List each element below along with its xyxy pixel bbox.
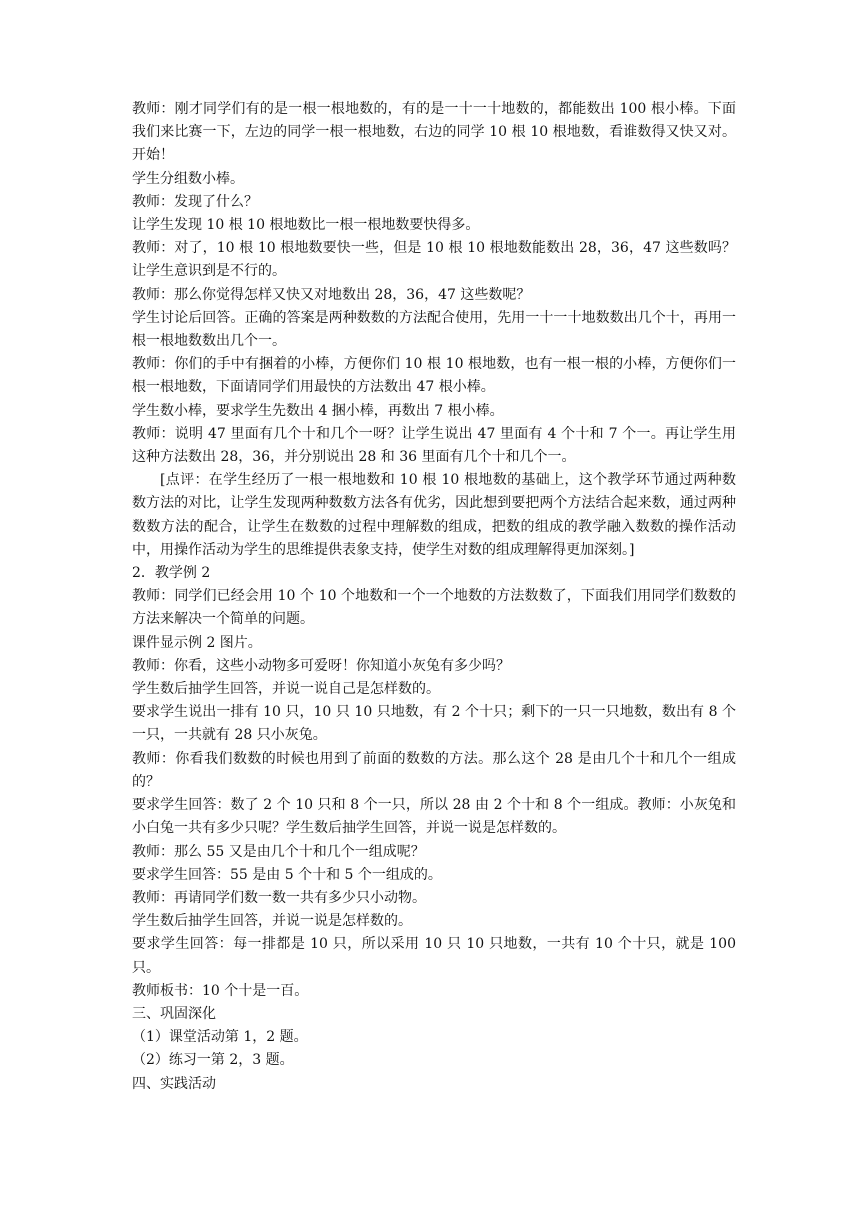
paragraph: 教师：你看，这些小动物多可爱呀！你知道小灰兔有多少吗？ (132, 657, 510, 674)
paragraph: 教师：那么你觉得怎样又快又对地数出 28，36，47 这些数呢？ (132, 286, 531, 303)
commentary-paragraph: [点评：在学生经历了一根一根地数和 10 根 10 根地数的基础上，这个教学环节通过两种数数方法的对比，让学生发现两种数数方法各有优劣，因此想到要把两个方法结合起来数，通过两种数数方法的配合，让学生在数数的过程中理解数的组成，把数的组成的教学融入数数的操作活动中，用操作活动为学生的思维提供表象支持，使学生对数的组成理解得更加深刻。] (132, 472, 736, 558)
paragraph: 要求学生说出一排有 10 只，10 只 10 只地数，有 2 个十只；剩下的一只一只地数，数出有 8 个一只，一共就有 28 只小灰兔。 (132, 704, 736, 744)
paragraph: 学生数小棒，要求学生先数出 4 捆小棒，再数出 7 根小棒。 (132, 402, 504, 419)
paragraph: 教师：你们的手中有捆着的小棒，方便你们 10 根 10 根地数，也有一根一根的小棒，方便你们一根一根地数，下面请同学们用最快的方法数出 47 根小棒。 (132, 356, 736, 396)
paragraph: 让学生发现 10 根 10 根地数比一根一根地数要快得多。 (132, 217, 480, 234)
document-body (132, 98, 736, 1096)
paragraph: 要求学生回答：数了 2 个 10 只和 8 个一只，所以 28 由 2 个十和 8 个一组成。教师：小灰兔和小白兔一共有多少只呢？学生数后抽学生回答，并说一说是怎样数的。 (132, 797, 736, 837)
section-heading: 2．教学例 2 (132, 565, 211, 582)
paragraph: 课件显示例 2 图片。 (132, 634, 262, 651)
section-heading: 四、实践活动 (132, 1075, 216, 1092)
list-item: （2）练习一第 2，3 题。 (132, 1052, 294, 1069)
paragraph: 学生分组数小棒。 (132, 170, 244, 187)
paragraph: 教师：对了，10 根 10 根地数要快一些，但是 10 根 10 根地数能数出 28，36，47 这些数吗？让学生意识到是不行的。 (132, 240, 736, 280)
paragraph: 教师：说明 47 里面有几个十和几个一呀？让学生说出 47 里面有 4 个十和 7 个一。再让学生用这种方法数出 28，36，并分别说出 28 和 36 里面有几个十和几个一。 (132, 425, 736, 466)
paragraph: 教师：发现了什么？ (132, 193, 258, 210)
paragraph: 学生数后抽学生回答，并说一说自己是怎样数的。 (132, 681, 440, 698)
paragraph: 学生数后抽学生回答，并说一说是怎样数的。 (132, 913, 412, 930)
paragraph: 学生讨论后回答。正确的答案是两种数数的方法配合使用，先用一十一十地数数出几个十，再用一根一根地数数出几个一。 (132, 309, 736, 350)
paragraph: 要求学生回答：每一排都是 10 只，所以采用 10 只 10 只地数，一共有 10 个十只，就是 100 只。 (132, 936, 736, 976)
list-item: （1）课堂活动第 1，2 题。 (132, 1029, 308, 1046)
paragraph: 教师：再请同学们数一数一共有多少只小动物。 (132, 889, 426, 906)
paragraph: 教师：你看我们数数的时候也用到了前面的数数的方法。那么这个 28 是由几个十和几个一组成的？ (132, 750, 736, 790)
paragraph: 要求学生回答：55 是由 5 个十和 5 个一组成的。 (132, 866, 442, 883)
section-heading: 三、巩固深化 (132, 1005, 216, 1022)
paragraph: 教师板书：10 个十是一百。 (132, 982, 309, 999)
paragraph: 教师：同学们已经会用 10 个 10 个地数和一个一个地数的方法数数了，下面我们用同学们数数的方法来解决一个简单的问题。 (132, 588, 736, 628)
paragraph: 教师：那么 55 又是由几个十和几个一组成呢？ (132, 843, 425, 860)
paragraph: 教师：刚才同学们有的是一根一根地数的，有的是一十一十地数的，都能数出 100 根小棒。下面我们来比赛一下，左边的同学一根一根地数，右边的同学 10 根 10 根地数，看谁数得又快又对。开始！ (132, 101, 736, 164)
